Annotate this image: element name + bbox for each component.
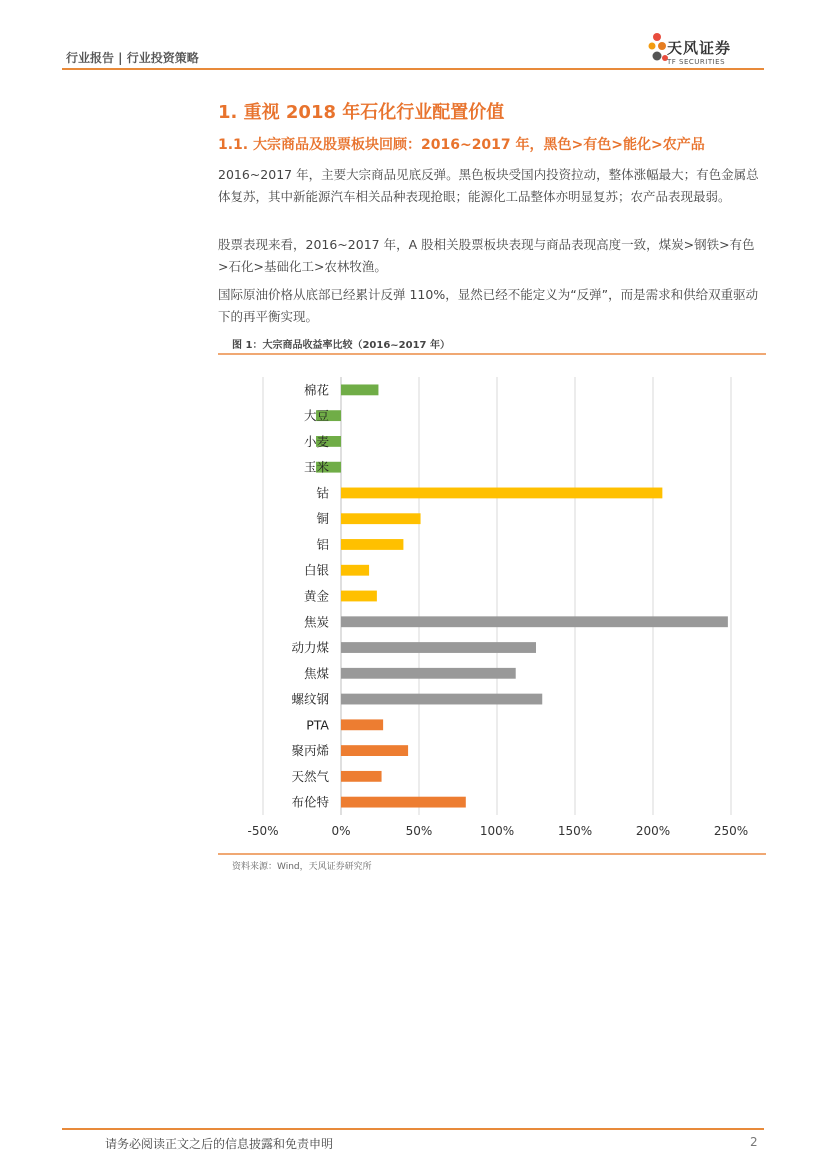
bar-15 xyxy=(341,771,382,782)
category-label: 焦煤 xyxy=(303,665,329,681)
page-number: 2 xyxy=(750,1135,758,1149)
commodity-return-chart xyxy=(218,355,766,853)
bar-16 xyxy=(341,797,466,808)
heading-2: 1.1. 大宗商品及股票板块回顾：2016~2017 年，黑色>有色>能化>农产品 xyxy=(218,137,705,153)
figure-title: 图 1：大宗商品收益率比较（2016~2017 年） xyxy=(232,340,450,351)
category-label: 黄金 xyxy=(303,588,329,604)
bar-5 xyxy=(341,513,421,524)
bar-9 xyxy=(341,616,728,627)
category-label: 布伦特 xyxy=(291,794,329,810)
bar-0 xyxy=(341,384,378,395)
report-category: 行业报告 | 行业投资策略 xyxy=(66,51,199,65)
x-tick-label: 0% xyxy=(331,824,351,838)
category-label: PTA xyxy=(306,717,329,733)
bar-10 xyxy=(341,642,536,653)
category-label: 螺纹钢 xyxy=(291,691,329,707)
paragraph-1: 2016~2017 年，主要大宗商品见底反弹。黑色板块受国内投资拉动，整体涨幅最大；有色金属总体复苏，其中新能源汽车相关品种表现抢眼；能源化工品整体亦明显复苏；农产品表现最弱。 xyxy=(218,167,759,204)
bar-13 xyxy=(341,719,383,730)
footer-divider xyxy=(62,1128,764,1130)
category-label: 聚丙烯 xyxy=(291,743,329,759)
bar-14 xyxy=(341,745,408,756)
category-label: 玉米 xyxy=(303,459,329,475)
x-tick-label: 150% xyxy=(557,824,593,838)
bar-7 xyxy=(341,565,369,576)
category-label: 铝 xyxy=(316,536,329,552)
category-label: 钴 xyxy=(316,485,329,501)
x-tick-label: -50% xyxy=(247,824,279,838)
category-label: 铜 xyxy=(316,511,329,527)
paragraph-2: 股票表现来看，2016~2017 年，A 股相关股票板块表现与商品表现高度一致，煤炭>钢铁>有色>石化>基础化工>农林牧渔。 xyxy=(218,237,755,274)
x-tick-label: 100% xyxy=(479,824,515,838)
bar-11 xyxy=(341,668,516,679)
x-tick-label: 250% xyxy=(713,824,749,838)
bar-12 xyxy=(341,694,542,705)
bar-8 xyxy=(341,591,377,602)
category-label: 天然气 xyxy=(291,768,329,784)
footer-disclaimer: 请务必阅读正文之后的信息披露和免责申明 xyxy=(105,1137,334,1151)
category-label: 棉花 xyxy=(303,382,329,398)
logo-subtext: TF SECURITIES xyxy=(667,58,726,66)
paragraph-3: 国际原油价格从底部已经累计反弹 110%，显然已经不能定义为“反弹”，而是需求和供给双重驱动下的再平衡实现。 xyxy=(218,287,759,324)
category-label: 大豆 xyxy=(303,408,329,424)
logo-text: 天风证券 xyxy=(667,39,732,57)
figure-source: 资料来源：Wind，天风证券研究所 xyxy=(232,862,372,872)
header-divider xyxy=(62,68,764,70)
category-label: 动力煤 xyxy=(291,640,329,656)
bar-6 xyxy=(341,539,403,550)
x-tick-label: 200% xyxy=(635,824,671,838)
x-tick-label: 50% xyxy=(405,824,433,838)
bar-4 xyxy=(341,488,662,499)
heading-1: 1. 重视 2018 年石化行业配置价值 xyxy=(218,102,505,123)
category-label: 小麦 xyxy=(303,433,329,449)
figure-bottom-rule xyxy=(218,853,766,855)
category-label: 白银 xyxy=(303,562,329,578)
category-label: 焦炭 xyxy=(303,614,329,630)
